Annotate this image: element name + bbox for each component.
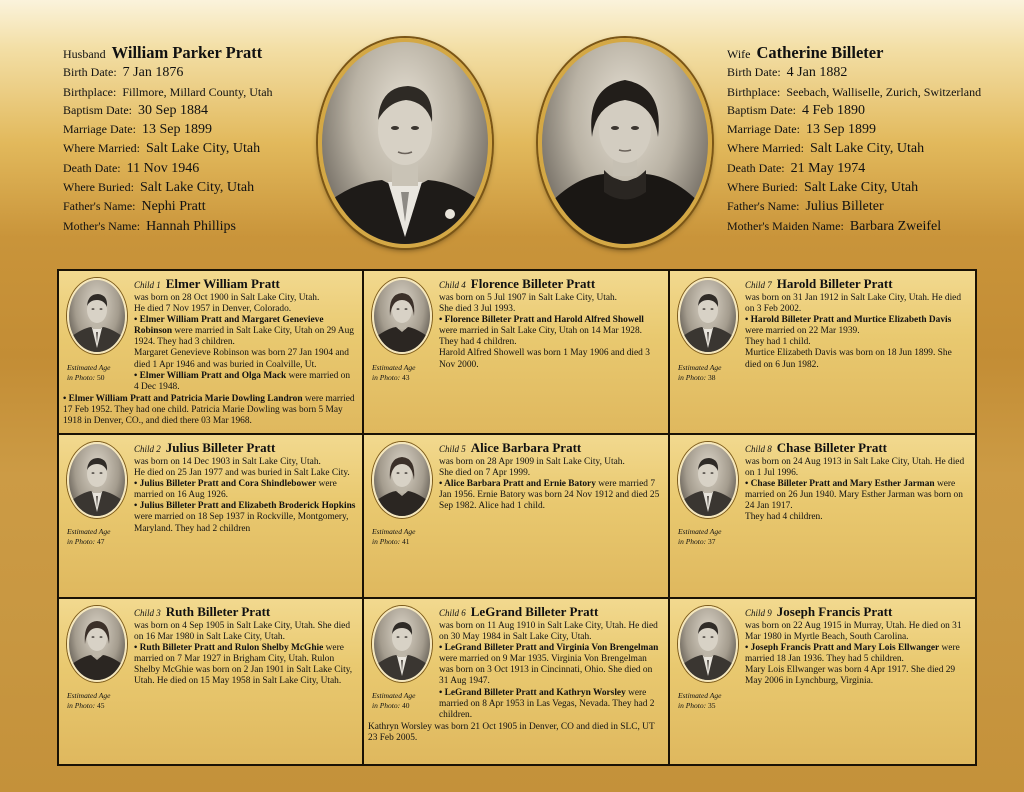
detail-line xyxy=(439,293,662,304)
child-heading xyxy=(745,441,969,457)
detail-line xyxy=(439,468,662,479)
child-card xyxy=(670,435,975,599)
child-number: Child 7 xyxy=(745,280,772,290)
detail-line xyxy=(745,337,969,348)
fact-label: Birth Date: xyxy=(63,65,117,80)
detail-line xyxy=(134,293,356,304)
man-portrait-icon xyxy=(69,280,125,352)
detail-text: were married 7 Jan 1956. Ernie Batory was born 24 Nov 1912 and died 25 Sep 1982. Alice had 1 child. xyxy=(439,479,660,512)
husband-fact-row xyxy=(63,197,273,216)
husband-portrait xyxy=(318,38,492,248)
child-photo xyxy=(678,442,738,518)
age-label: in Photo: 41 xyxy=(372,537,410,546)
child-photo xyxy=(372,442,432,518)
fact-label: Marriage Date: xyxy=(63,122,136,137)
detail-line xyxy=(134,371,356,393)
child-card xyxy=(364,435,670,599)
marriage-names: • Elmer William Pratt and Olga Mack xyxy=(134,370,287,381)
fact-value: Hannah Phillips xyxy=(146,218,236,234)
fact-label: Father's Name: xyxy=(63,199,136,214)
child-photo xyxy=(67,606,127,682)
child-heading xyxy=(134,605,356,621)
fact-label: Where Married: xyxy=(727,141,804,156)
child-details xyxy=(439,441,662,512)
child-number: Child 3 xyxy=(134,608,161,618)
detail-text: Murtice Elizabeth Davis was born on 18 Jun 1899. She died on 6 Jun 1982. xyxy=(745,348,952,370)
estimated-age xyxy=(372,691,432,711)
child-number: Child 6 xyxy=(439,608,466,618)
detail-text: was born on 5 Jul 1907 in Salt Lake City, Utah. xyxy=(439,293,618,303)
fact-value: Barbara Zweifel xyxy=(849,218,942,234)
age-label: in Photo: 38 xyxy=(678,373,716,382)
fact-label: Where Buried: xyxy=(727,180,798,195)
child-card xyxy=(364,599,670,764)
man-portrait-icon xyxy=(69,444,125,516)
man-portrait-icon xyxy=(680,444,736,516)
man-portrait-icon xyxy=(680,280,736,352)
age-value: 45 xyxy=(97,701,105,710)
woman-portrait-icon xyxy=(69,608,125,680)
detail-line xyxy=(745,479,969,512)
detail-text: were married on 16 Aug 1926. xyxy=(134,479,337,501)
child-name: Harold Billeter Pratt xyxy=(776,276,893,291)
child-number: Child 2 xyxy=(134,444,161,454)
age-value: 47 xyxy=(97,537,105,546)
fact-value: Seebach, Walliselle, Zurich, Switzerland xyxy=(786,84,982,99)
fact-value: Julius Billeter xyxy=(805,199,884,215)
child-card xyxy=(364,271,670,435)
wife-fact-row xyxy=(727,217,981,236)
marriage-names: • Julius Billeter Pratt and Cora Shindlebower xyxy=(134,479,317,490)
age-label: in Photo: 43 xyxy=(372,373,410,382)
child-card xyxy=(59,271,364,435)
marriage-names: • Harold Billeter Pratt and Murtice Elizabeth Davis xyxy=(745,315,952,326)
wife-fact-row xyxy=(727,139,981,158)
age-label: Estimated Age xyxy=(678,363,722,372)
detail-line xyxy=(745,621,969,643)
man-portrait-icon xyxy=(322,42,488,244)
wife-fact-row xyxy=(727,83,981,101)
detail-line xyxy=(439,643,662,687)
age-value: 35 xyxy=(708,701,716,710)
child-heading xyxy=(439,605,662,621)
detail-line xyxy=(134,348,356,370)
estimated-age xyxy=(67,691,127,711)
husband-role: Husband xyxy=(63,47,106,61)
detail-text: was born on 24 Aug 1913 in Salt Lake City, Utah. He died on 1 Jul 1996. xyxy=(745,457,965,479)
age-label: in Photo: 47 xyxy=(67,537,105,546)
detail-line xyxy=(439,479,662,512)
fact-value: 4 Feb 1890 xyxy=(802,102,865,118)
detail-text: was born on 22 Aug 1915 in Murray, Utah. He died on 31 Mar 1980 in Myrtle Beach, South Carolina. xyxy=(745,621,962,643)
marriage-names: • Elmer William Pratt and Patricia Marie Dowling Landron xyxy=(63,394,303,404)
estimated-age xyxy=(678,363,738,383)
fact-label: Birthplace: xyxy=(63,84,117,99)
child-photo xyxy=(372,606,432,682)
detail-line xyxy=(745,348,969,370)
child-name: Florence Billeter Pratt xyxy=(470,276,596,291)
marriage-names: • Elmer William Pratt and Margaret Genevieve Robinson xyxy=(134,315,324,337)
wife-portrait xyxy=(538,38,712,248)
age-label: Estimated Age xyxy=(372,527,416,536)
detail-text: were married in Salt Lake City, Utah on 29 Aug 1924. They had 3 children. xyxy=(134,326,354,348)
child-details xyxy=(745,277,969,371)
wife-fact-row xyxy=(727,63,981,82)
man-portrait-icon xyxy=(680,608,736,680)
estimated-age xyxy=(678,527,738,547)
wife-fact-row xyxy=(727,197,981,216)
woman-portrait-icon xyxy=(542,42,708,244)
detail-text: was born on 4 Sep 1905 in Salt Lake City, Utah. She died on 16 Mar 1980 in Salt Lake City, Utah. xyxy=(134,621,351,643)
child-details xyxy=(745,605,969,688)
child-card xyxy=(59,599,364,764)
detail-text: were married on 22 Mar 1939. xyxy=(745,326,860,337)
detail-text: Margaret Genevieve Robinson was born 27 Jan 1904 and died 1 Apr 1946 and was buried in Coalville, Ut. xyxy=(134,348,349,370)
fact-value: Fillmore, Millard County, Utah xyxy=(122,84,273,99)
fact-label: Father's Name: xyxy=(727,199,800,214)
child-name: Chase Billeter Pratt xyxy=(776,440,887,455)
fact-label: Where Married: xyxy=(63,141,140,156)
detail-text: They had 4 children. xyxy=(745,512,823,523)
detail-text: were married on 8 Apr 1953 in Las Vegas, Nevada. They had 2 children. xyxy=(439,687,655,720)
child-details xyxy=(439,277,662,371)
marriage-names: • Joseph Francis Pratt and Mary Lois Ellwanger xyxy=(745,643,940,654)
detail-text: were married 18 Jan 1936. They had 5 children. xyxy=(745,643,960,665)
detail-line xyxy=(134,621,356,643)
age-label: Estimated Age xyxy=(678,691,722,700)
fact-value: Nephi Pratt xyxy=(141,199,206,215)
woman-portrait-icon xyxy=(374,444,430,516)
age-label: in Photo: 35 xyxy=(678,701,716,710)
detail-text: were married on 18 Sep 1937 in Rockville, Montgomery, Maryland. They had 2 children xyxy=(134,512,349,534)
detail-text: was born on 28 Oct 1900 in Salt Lake City, Utah. xyxy=(134,293,320,303)
child-heading xyxy=(134,441,356,457)
age-label: in Photo: 50 xyxy=(67,373,105,382)
child-number: Child 9 xyxy=(745,608,772,618)
detail-line xyxy=(134,457,356,468)
child-photo xyxy=(67,442,127,518)
fact-value: Salt Lake City, Utah xyxy=(145,141,261,157)
marriage-names: • Chase Billeter Pratt and Mary Esther Jarman xyxy=(745,479,935,490)
estimated-age xyxy=(67,363,127,383)
marriage-names: • Ruth Billeter Pratt and Rulon Shelby McGhie xyxy=(134,643,324,654)
fact-label: Marriage Date: xyxy=(727,122,800,137)
child-details xyxy=(134,277,356,393)
wife-fact-row xyxy=(727,101,981,120)
detail-line xyxy=(745,665,969,687)
marriage-names: • Julius Billeter Pratt and Elizabeth Broderick Hopkins xyxy=(134,501,356,512)
child-heading xyxy=(134,277,356,293)
wife-fact-row xyxy=(727,159,981,178)
age-value: 41 xyxy=(402,537,410,546)
child-number: Child 4 xyxy=(439,280,466,290)
detail-line xyxy=(134,643,356,687)
wife-fact-row xyxy=(727,178,981,197)
age-label: Estimated Age xyxy=(372,363,416,372)
age-label: Estimated Age xyxy=(67,363,111,372)
wife-name: Catherine Billeter xyxy=(756,43,884,62)
child-photo xyxy=(67,278,127,354)
fact-value: 4 Jan 1882 xyxy=(786,65,848,81)
fact-value: 11 Nov 1946 xyxy=(126,160,200,176)
fact-label: Birth Date: xyxy=(727,65,781,80)
husband-fact-row xyxy=(63,178,273,197)
child-details xyxy=(134,605,356,688)
age-label: Estimated Age xyxy=(678,527,722,536)
child-number: Child 8 xyxy=(745,444,772,454)
husband-info xyxy=(63,44,273,236)
man-portrait-icon xyxy=(374,608,430,680)
child-details xyxy=(745,441,969,524)
child-heading xyxy=(439,441,662,457)
wife-role: Wife xyxy=(727,47,751,61)
detail-line xyxy=(745,512,969,523)
husband-fact-row xyxy=(63,139,273,158)
child-card xyxy=(670,599,975,764)
detail-line xyxy=(439,688,662,721)
marriage-names: • Florence Billeter Pratt and Harold Alfred Showell xyxy=(439,315,644,326)
child-details xyxy=(439,605,662,721)
child-details xyxy=(134,441,356,535)
detail-line xyxy=(439,315,662,348)
fact-label: Mother's Name: xyxy=(63,218,141,233)
child-name: Julius Billeter Pratt xyxy=(165,440,276,455)
fact-label: Baptism Date: xyxy=(727,102,796,117)
child-name: Elmer William Pratt xyxy=(165,276,280,291)
fact-label: Birthplace: xyxy=(727,84,781,99)
child-photo xyxy=(678,606,738,682)
detail-text: was born on 14 Dec 1903 in Salt Lake City, Utah. xyxy=(134,457,321,467)
fact-value: Salt Lake City, Utah xyxy=(803,180,919,196)
age-label: in Photo: 37 xyxy=(678,537,716,546)
wife-fact-row xyxy=(727,120,981,139)
detail-line xyxy=(134,479,356,501)
detail-line xyxy=(439,348,662,370)
age-label: in Photo: 45 xyxy=(67,701,105,710)
detail-text: were married 17 Feb 1952. They had one child. Patricia Marie Dowling was born 5 May 1918 in Denver, CO., and died there 03 Mar 1968. xyxy=(63,394,355,427)
detail-text: Mary Lois Ellwanger was born 4 Apr 1917. She died 29 May 2006 in Lynchburg, Virginia. xyxy=(745,665,956,687)
fact-value: 13 Sep 1899 xyxy=(805,122,876,138)
age-label: in Photo: 40 xyxy=(372,701,410,710)
age-label: Estimated Age xyxy=(67,527,111,536)
detail-text: was born on 28 Apr 1909 in Salt Lake City, Utah. xyxy=(439,457,625,467)
detail-text: He died on 25 Jan 1977 and was buried in Salt Lake City. xyxy=(134,468,350,479)
parents-header xyxy=(0,0,1024,262)
marriage-names: • Alice Barbara Pratt and Ernie Batory xyxy=(439,479,596,490)
age-value: 38 xyxy=(708,373,716,382)
detail-text: were married on 26 Jun 1940. Mary Esther Jarman was born on 24 Jan 1917. xyxy=(745,479,963,512)
detail-line xyxy=(134,304,356,315)
detail-line xyxy=(745,293,969,315)
child-photo xyxy=(678,278,738,354)
children-grid xyxy=(57,269,977,766)
detail-line xyxy=(134,468,356,479)
full-width-note xyxy=(63,394,358,427)
husband-fact-row xyxy=(63,101,273,120)
child-name: Ruth Billeter Pratt xyxy=(165,604,271,619)
age-label: Estimated Age xyxy=(67,691,111,700)
wife-info xyxy=(727,44,981,236)
estimated-age xyxy=(678,691,738,711)
detail-line xyxy=(134,315,356,348)
fact-label: Death Date: xyxy=(63,160,121,175)
fact-label: Death Date: xyxy=(727,160,785,175)
fact-value: Salt Lake City, Utah xyxy=(809,141,925,157)
child-name: Joseph Francis Pratt xyxy=(776,604,893,619)
detail-text: was born on 31 Jan 1912 in Salt Lake City, Utah. He died on 3 Feb 2002. xyxy=(745,293,962,315)
detail-text: Kathryn Worsley was born 21 Oct 1905 in Denver, CO and died in SLC, UT 23 Feb 2005. xyxy=(368,722,655,744)
detail-text: He died 7 Nov 1957 in Denver, Colorado. xyxy=(134,304,292,315)
child-photo xyxy=(372,278,432,354)
child-name: Alice Barbara Pratt xyxy=(470,440,582,455)
detail-text: Harold Alfred Showell was born 1 May 1906 and died 3 Nov 2000. xyxy=(439,348,650,370)
estimated-age xyxy=(372,527,432,547)
child-heading xyxy=(745,605,969,621)
estimated-age xyxy=(372,363,432,383)
husband-fact-row xyxy=(63,120,273,139)
fact-label: Where Buried: xyxy=(63,180,134,195)
fact-label: Mother's Maiden Name: xyxy=(727,218,844,233)
woman-portrait-icon xyxy=(374,280,430,352)
child-card xyxy=(670,271,975,435)
fact-value: 7 Jan 1876 xyxy=(122,65,184,81)
estimated-age xyxy=(67,527,127,547)
detail-line xyxy=(439,621,662,643)
fact-value: 30 Sep 1884 xyxy=(138,102,208,118)
fact-value: 13 Sep 1899 xyxy=(141,122,212,138)
detail-text: were married on 4 Dec 1948. xyxy=(134,370,351,392)
detail-line xyxy=(745,315,969,337)
detail-text: She died 3 Jul 1993. xyxy=(439,304,516,315)
husband-name: William Parker Pratt xyxy=(111,43,263,62)
child-number: Child 5 xyxy=(439,444,466,454)
husband-fact-row xyxy=(63,83,273,101)
detail-text: were married on 9 Mar 1935. Virginia Von Brengelman was born on 3 Oct 1913 in Cincinnati, Ohio. She died on 31 Aug 1947. xyxy=(439,654,653,687)
marriage-names: • LeGrand Billeter Pratt and Kathryn Worsley xyxy=(439,687,626,698)
husband-fact-row xyxy=(63,217,273,236)
husband-fact-row xyxy=(63,159,273,178)
detail-line xyxy=(439,457,662,468)
detail-text: was born on 11 Aug 1910 in Salt Lake City, Utah. He died on 30 May 1984 in Salt Lake City, Utah. xyxy=(439,621,658,643)
child-number: Child 1 xyxy=(134,280,161,290)
fact-value: Salt Lake City, Utah xyxy=(139,180,255,196)
fact-label: Baptism Date: xyxy=(63,102,132,117)
detail-line xyxy=(745,457,969,479)
detail-line xyxy=(745,643,969,665)
fact-value: 21 May 1974 xyxy=(790,160,866,176)
child-heading xyxy=(745,277,969,293)
husband-fact-row xyxy=(63,63,273,82)
age-value: 43 xyxy=(402,373,410,382)
full-width-note xyxy=(368,722,664,744)
detail-line xyxy=(134,501,356,534)
marriage-names: • LeGrand Billeter Pratt and Virginia Von Brengelman xyxy=(439,643,659,654)
child-card xyxy=(59,435,364,599)
age-value: 37 xyxy=(708,537,716,546)
detail-text: were married in Salt Lake City, Utah on 14 Mar 1928. They had 4 children. xyxy=(439,326,642,348)
detail-text: were married on 7 Mar 1927 in Brigham City, Utah. Rulon Shelby McGhie was born on 2 Jan 1901 in Salt Lake City, Utah. He died on 15 May 1958 in Salt Lake City, Utah. xyxy=(134,643,353,687)
detail-text: They had 1 child. xyxy=(745,337,811,348)
child-heading xyxy=(439,277,662,293)
detail-text: She died on 7 Apr 1999. xyxy=(439,468,531,479)
age-value: 50 xyxy=(97,373,105,382)
detail-line xyxy=(439,304,662,315)
age-label: Estimated Age xyxy=(372,691,416,700)
age-value: 40 xyxy=(402,701,410,710)
child-name: LeGrand Billeter Pratt xyxy=(470,604,599,619)
